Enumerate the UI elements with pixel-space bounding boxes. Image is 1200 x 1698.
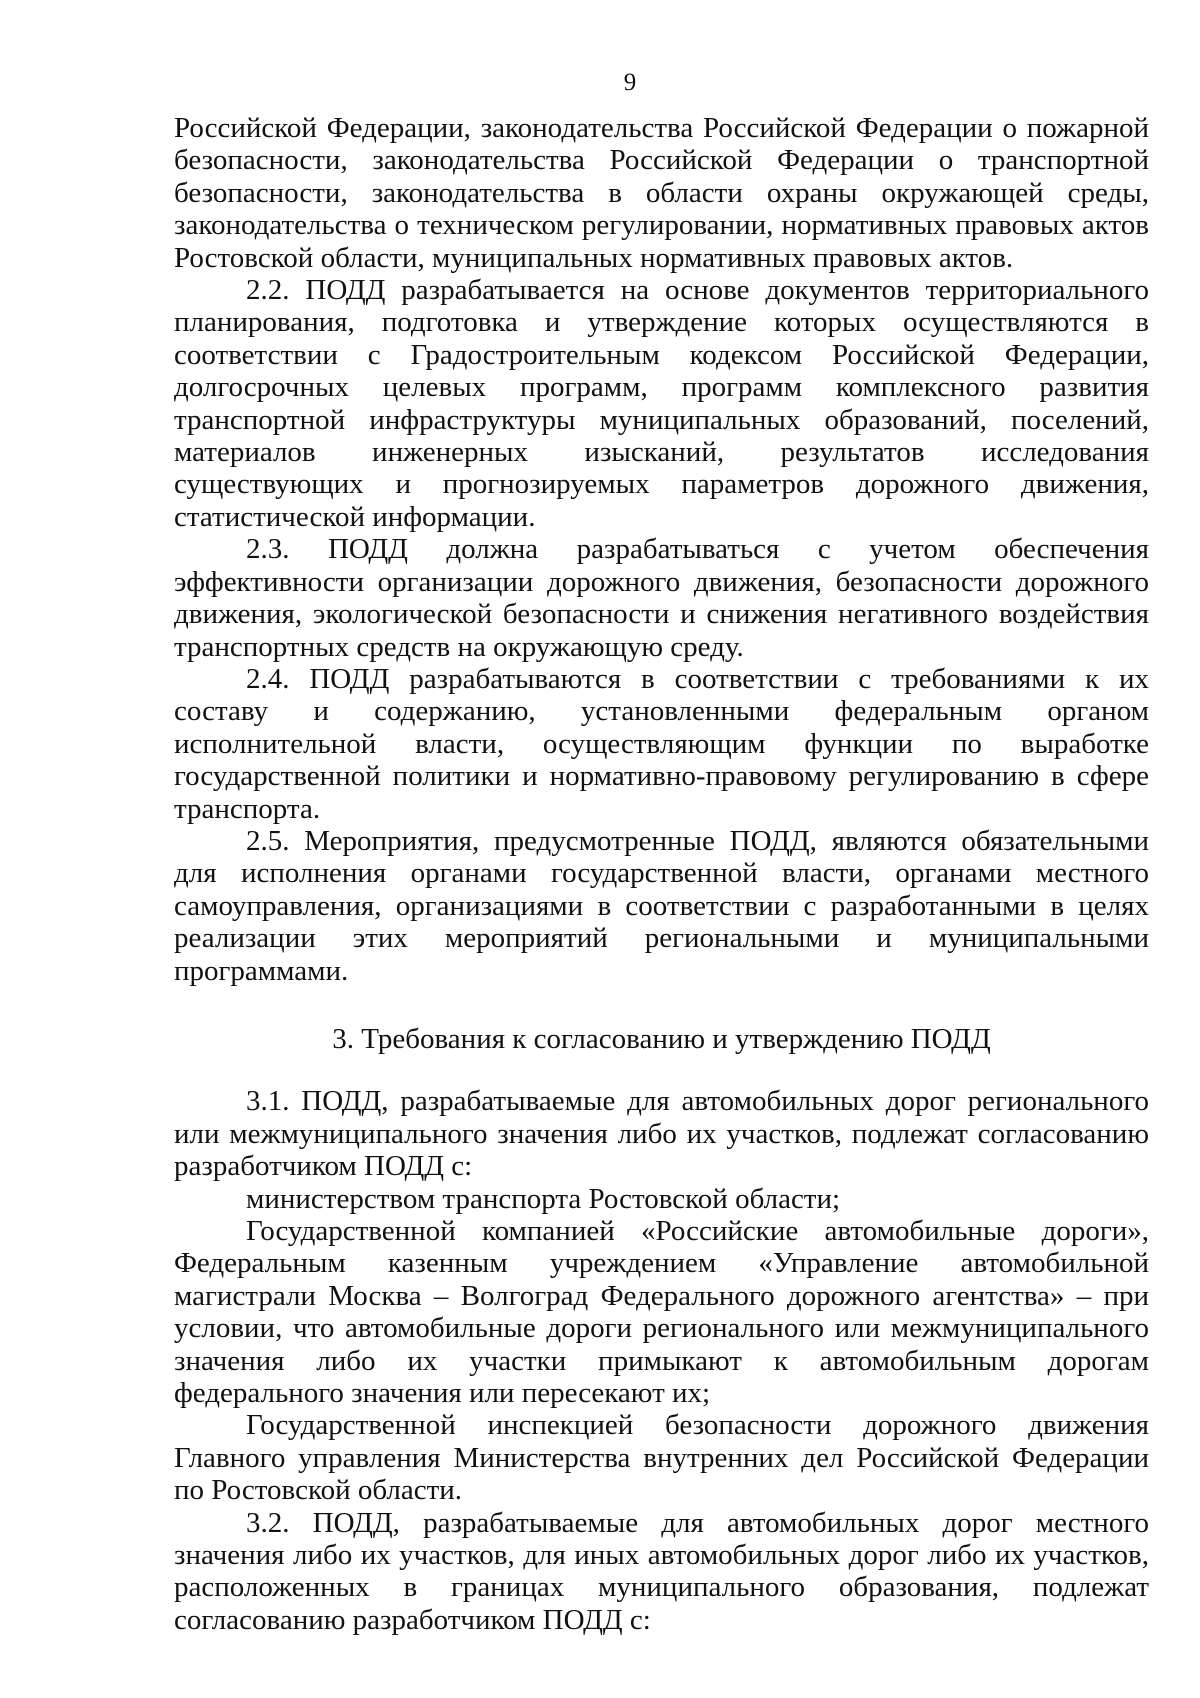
paragraph-2-2: 2.2. ПОДД разрабатывается на основе документов территориального планирования, подготовка и утверждение которых осуществляются в соответствии с Градостроительным кодексом Российской Федерации, долгосрочных целевых программ, программ комплексного развития транспортной инфраструктуры муниципальных образований, поселений, материалов инженерных изысканий, результатов исследования существующих и прогнозируемых параметров дорожного движения, статистической информации. bbox=[174, 274, 1149, 533]
paragraph-3-1: 3.1. ПОДД, разрабатываемые для автомобильных дорог регионального или межмуниципального значения либо их участков, подлежат согласованию разработчиком ПОДД с: bbox=[174, 1085, 1149, 1183]
section-heading: 3. Требования к согласованию и утверждению ПОДД bbox=[332, 1022, 991, 1055]
paragraphs-after bbox=[174, 1085, 1149, 1636]
document-body bbox=[174, 112, 1149, 1636]
paragraph-federal-law: Российской Федерации, законодательства Российской Федерации о пожарной безопасности, законодательства Российской Федерации о транспортной безопасности, законодательства в области охраны окружающей среды, законодательства о техническом регулировании, нормативных правовых актов Ростовской области, муниципальных нормативных правовых актов. bbox=[174, 112, 1149, 274]
list-item-ministry: министерством транспорта Ростовской области; bbox=[246, 1182, 841, 1215]
page-number: 9 bbox=[623, 69, 637, 96]
list-item-traffic-inspection: Государственной инспекцией безопасности дорожного движения Главного управления Министерства внутренних дел Российской Федерации по Ростовской области. bbox=[174, 1409, 1149, 1507]
list-item-state-company: Государственной компанией «Российские автомобильные дороги», Федеральным казенным учреждением «Управление автомобильной магистрали Москва – Волгоград Федерального дорожного агентства» – при условии, что автомобильные дороги регионального или межмуниципального значения либо их участки примыкают к автомобильным дорогам федерального значения или пересекают их; bbox=[174, 1215, 1149, 1410]
paragraph-3-2: 3.2. ПОДД, разрабатываемые для автомобильных дорог местного значения либо их участков, для иных автомобильных дорог либо их участков, расположенных в границах муниципального образования, подлежат согласованию разработчиком ПОДД с: bbox=[174, 1506, 1149, 1636]
paragraph-2-4: 2.4. ПОДД разрабатываются в соответствии с требованиями к их составу и содержанию, установленными федеральным органом исполнительной власти, осуществляющим функции по выработке государственной политики и нормативно-правовому регулированию в сфере транспорта. bbox=[174, 662, 1149, 825]
paragraph-2-3: 2.3. ПОДД должна разрабатываться с учетом обеспечения эффективности организации дорожного движения, безопасности дорожного движения, экологической безопасности и снижения негативного воздействия транспортных средств на окружающую среду. bbox=[174, 533, 1149, 663]
paragraphs-before bbox=[174, 112, 1149, 987]
paragraph-2-5: 2.5. Мероприятия, предусмотренные ПОДД, являются обязательными для исполнения органами государственной власти, органами местного самоуправления, организациями в соответствии с разработанными в целях реализации этих мероприятий региональными и муниципальными программами. bbox=[174, 824, 1149, 987]
